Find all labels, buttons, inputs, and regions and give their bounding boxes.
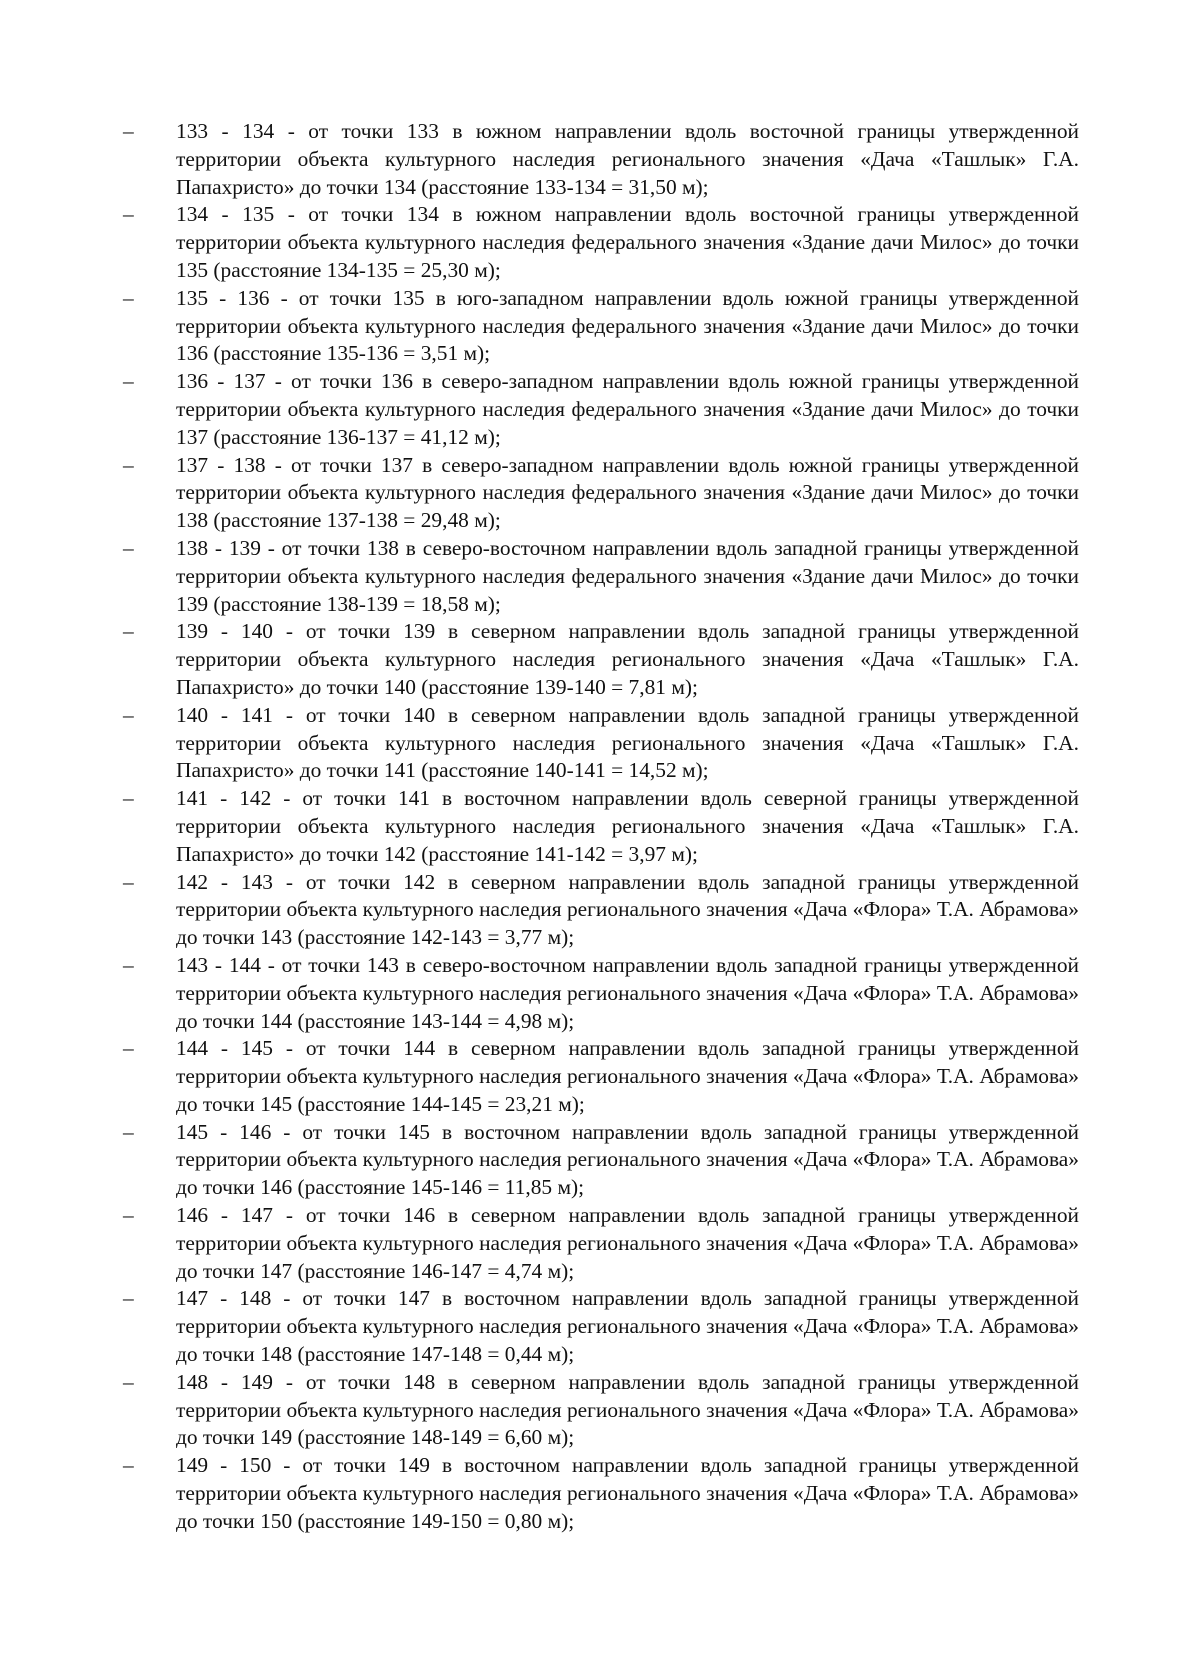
list-item-text: 136 - 137 - от точки 136 в северо-западном направлении вдоль южной границы утвержденной территории объекта культурного наследия федерального значения «Здание дачи Милос» до точки 137 (расстояние 136-137 = 41,12 м); [176, 369, 1079, 449]
boundary-segment-list [123, 118, 1079, 1536]
list-item [123, 1285, 1079, 1368]
list-item-text: 146 - 147 - от точки 146 в северном направлении вдоль западной границы утвержденной территории объекта культурного наследия регионального значения «Дача «Флора» Т.А. Абрамова» до точки 147 (расстояние 146-147 = 4,74 м); [176, 1203, 1079, 1283]
list-item-text: 137 - 138 - от точки 137 в северо-западном направлении вдоль южной границы утвержденной территории объекта культурного наследия федерального значения «Здание дачи Милос» до точки 138 (расстояние 137-138 = 29,48 м); [176, 452, 1079, 533]
list-dash: – [123, 1369, 134, 1394]
list-item [123, 618, 1079, 701]
list-item [123, 1369, 1079, 1452]
list-item-text: 149 - 150 - от точки 149 в восточном направлении вдоль западной границы утвержденной территории объекта культурного наследия регионального значения «Дача «Флора» Т.А. Абрамова» до точки 150 (расстояние 149-150 = 0,80 м); [176, 1453, 1079, 1533]
list-dash: – [123, 535, 134, 560]
list-dash: – [123, 1453, 134, 1478]
list-dash: – [123, 1203, 134, 1228]
list-item [123, 201, 1079, 284]
list-item-text: 142 - 143 - от точки 142 в северном направлении вдоль западной границы утвержденной территории объекта культурного наследия регионального значения «Дача «Флора» Т.А. Абрамова» до точки 143 (расстояние 142-143 = 3,77 м); [176, 869, 1079, 950]
list-dash: – [123, 869, 134, 894]
list-item [123, 1202, 1079, 1285]
list-dash: – [123, 1036, 134, 1061]
list-dash: – [123, 369, 134, 394]
list-item-text: 144 - 145 - от точки 144 в северном направлении вдоль западной границы утвержденной территории объекта культурного наследия регионального значения «Дача «Флора» Т.А. Абрамова» до точки 145 (расстояние 144-145 = 23,21 м); [176, 1036, 1079, 1116]
list-item-text: 148 - 149 - от точки 148 в северном направлении вдоль западной границы утвержденной территории объекта культурного наследия регионального значения «Дача «Флора» Т.А. Абрамова» до точки 149 (расстояние 148-149 = 6,60 м); [176, 1369, 1079, 1450]
list-item [123, 785, 1079, 868]
list-item-text: 138 - 139 - от точки 138 в северо-восточном направлении вдоль западной границы утвержденной территории объекта культурного наследия федерального значения «Здание дачи Милос» до точки 139 (расстояние 138-139 = 18,58 м); [176, 535, 1079, 616]
list-item [123, 1035, 1079, 1118]
list-item [123, 285, 1079, 368]
list-dash: – [123, 702, 134, 727]
list-dash: – [123, 119, 134, 143]
list-item [123, 535, 1079, 618]
list-dash: – [123, 452, 134, 477]
list-dash: – [123, 952, 134, 977]
list-item-text: 140 - 141 - от точки 140 в северном направлении вдоль западной границы утвержденной территории объекта культурного наследия регионального значения «Дача «Ташлык» Г.А. Папахристо» до точки 141 (расстояние 140-141 = 14,52 м); [176, 702, 1079, 783]
list-item [123, 368, 1079, 451]
list-dash: – [123, 285, 134, 310]
list-item [123, 1452, 1079, 1535]
list-item-text: 134 - 135 - от точки 134 в южном направлении вдоль восточной границы утвержденной территории объекта культурного наследия федерального значения «Здание дачи Милос» до точки 135 (расстояние 134-135 = 25,30 м); [176, 202, 1079, 282]
list-item-text: 143 - 144 - от точки 143 в северо-восточном направлении вдоль западной границы утвержденной территории объекта культурного наследия регионального значения «Дача «Флора» Т.А. Абрамова» до точки 144 (расстояние 143-144 = 4,98 м); [176, 952, 1079, 1033]
list-item-text: 135 - 136 - от точки 135 в юго-западном направлении вдоль южной границы утвержденной территории объекта культурного наследия федерального значения «Здание дачи Милос» до точки 136 (расстояние 135-136 = 3,51 м); [176, 285, 1079, 366]
list-item-text: 141 - 142 - от точки 141 в восточном направлении вдоль северной границы утвержденной территории объекта культурного наследия регионального значения «Дача «Ташлык» Г.А. Папахристо» до точки 142 (расстояние 141-142 = 3,97 м); [176, 786, 1079, 866]
list-dash: – [123, 202, 134, 227]
list-item [123, 952, 1079, 1035]
list-dash: – [123, 786, 134, 811]
list-item [123, 118, 1079, 201]
list-item-text: 145 - 146 - от точки 145 в восточном направлении вдоль западной границы утвержденной территории объекта культурного наследия регионального значения «Дача «Флора» Т.А. Абрамова» до точки 146 (расстояние 145-146 = 11,85 м); [176, 1119, 1079, 1200]
list-item-text: 139 - 140 - от точки 139 в северном направлении вдоль западной границы утвержденной территории объекта культурного наследия регионального значения «Дача «Ташлык» Г.А. Папахристо» до точки 140 (расстояние 139-140 = 7,81 м); [176, 619, 1079, 699]
list-item-text: 147 - 148 - от точки 147 в восточном направлении вдоль западной границы утвержденной территории объекта культурного наследия регионального значения «Дача «Флора» Т.А. Абрамова» до точки 148 (расстояние 147-148 = 0,44 м); [176, 1286, 1079, 1367]
list-dash: – [123, 619, 134, 644]
list-item [123, 1119, 1079, 1202]
list-dash: – [123, 1286, 134, 1311]
list-item-text: 133 - 134 - от точки 133 в южном направлении вдоль восточной границы утвержденной территории объекта культурного наследия регионального значения «Дача «Ташлык» Г.А. Папахристо» до точки 134 (расстояние 133-134 = 31,50 м); [176, 119, 1079, 199]
list-item [123, 869, 1079, 952]
list-item [123, 452, 1079, 535]
list-dash: – [123, 1119, 134, 1144]
list-item [123, 702, 1079, 785]
